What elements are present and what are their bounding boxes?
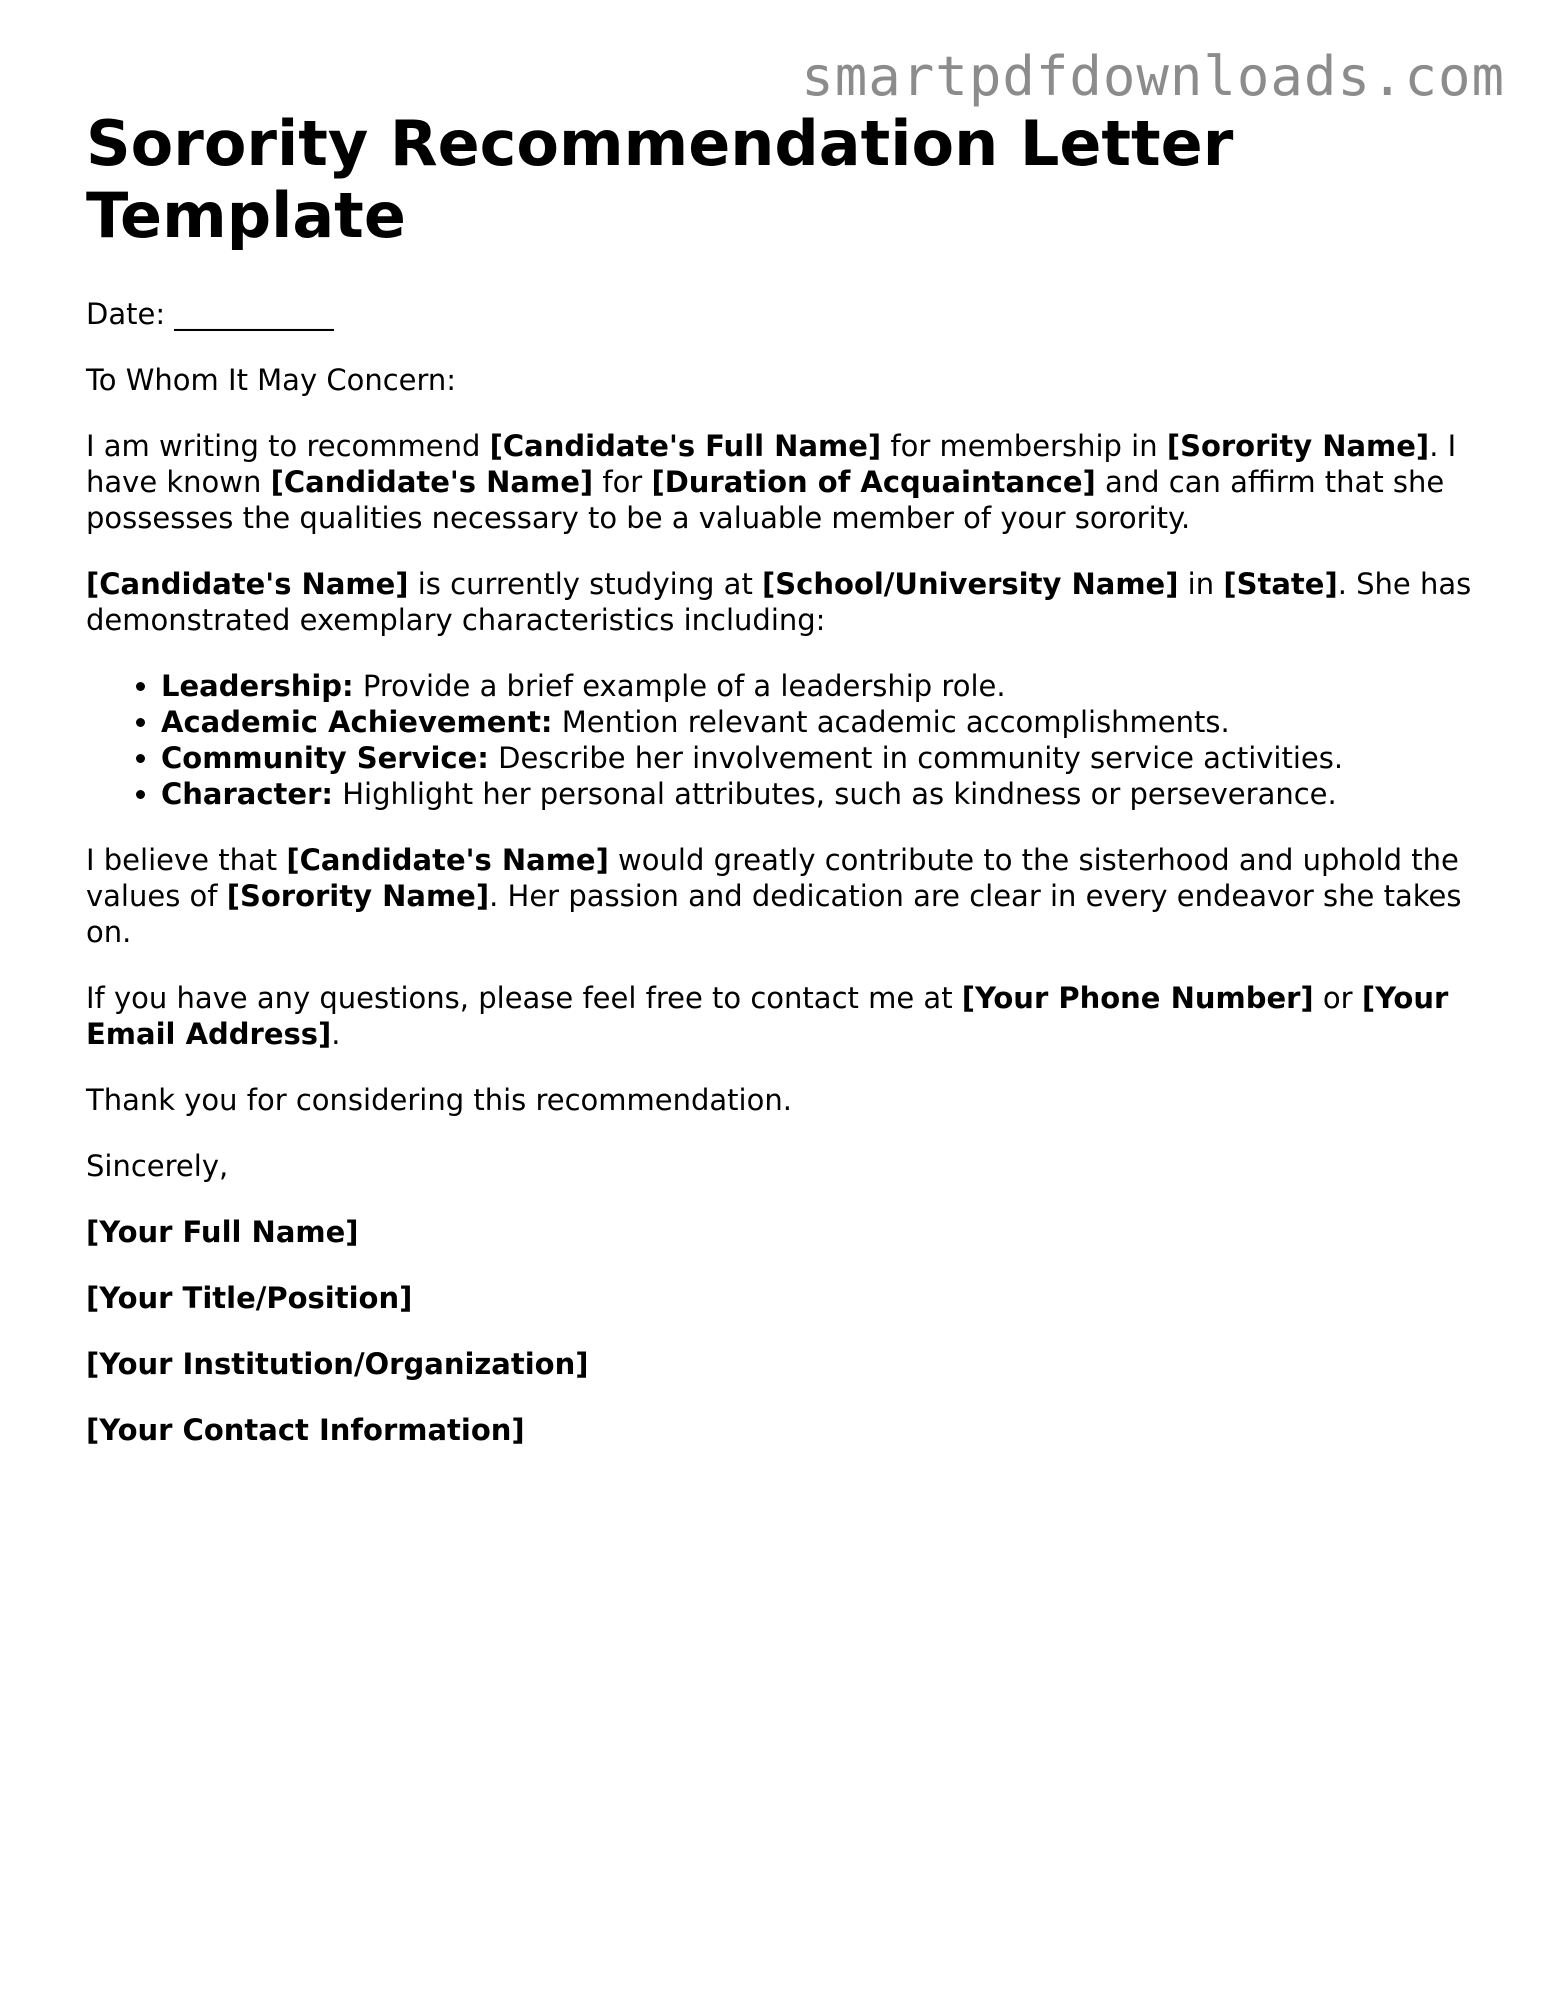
text: I am writing to recommend xyxy=(86,429,490,463)
signature-contact: [Your Contact Information] xyxy=(86,1413,525,1447)
signature-title: [Your Title/Position] xyxy=(86,1281,413,1315)
list-item xyxy=(161,740,1476,776)
list-item-text: Describe her involvement in community service activities. xyxy=(488,741,1344,775)
paragraph-studies xyxy=(86,566,1476,638)
list-item-text: Highlight her personal attributes, such as kindness or perseverance. xyxy=(333,777,1337,811)
list-item-label: Leadership: xyxy=(161,669,354,703)
placeholder-candidate-name: [Candidate's Name] xyxy=(86,567,409,601)
placeholder-candidate-name: [Candidate's Name] xyxy=(270,465,594,499)
placeholder-candidate-name: [Candidate's Name] xyxy=(286,843,609,877)
placeholder-sorority-name: [Sorority Name] xyxy=(1166,429,1430,463)
text: for xyxy=(593,465,652,499)
text: is currently studying at xyxy=(408,567,763,601)
characteristics-list xyxy=(86,668,1476,812)
text: . Her passion and dedication are clear in every endeavor she takes on. xyxy=(86,879,1462,949)
placeholder-school-name: [School/University Name] xyxy=(762,567,1179,601)
text: in xyxy=(1178,567,1224,601)
list-item-label: Academic Achievement: xyxy=(161,705,553,739)
list-item-label: Community Service: xyxy=(161,741,489,775)
thanks-line: Thank you for considering this recommendation. xyxy=(86,1083,792,1117)
text: . xyxy=(331,1017,341,1051)
text: and can affirm that she possesses the qualities necessary to be a valuable member of your sorority. xyxy=(86,465,1445,535)
list-item xyxy=(161,776,1476,812)
paragraph-introduction xyxy=(86,428,1476,536)
text: . I have known xyxy=(86,429,1457,499)
letter-page xyxy=(86,108,1476,1448)
placeholder-email-address: [Your Email Address] xyxy=(86,981,1449,1051)
placeholder-phone-number: [Your Phone Number] xyxy=(961,981,1314,1015)
text: or xyxy=(1313,981,1362,1015)
placeholder-sorority-name: [Sorority Name] xyxy=(226,879,490,913)
placeholder-candidate-full-name: [Candidate's Full Name] xyxy=(489,429,882,463)
closing: Sincerely, xyxy=(86,1149,229,1183)
page-title: Sorority Recommendation Letter Template xyxy=(86,107,1234,252)
list-item xyxy=(161,668,1476,704)
date-line: Date: ___________ xyxy=(86,297,334,331)
placeholder-duration: [Duration of Acquaintance] xyxy=(651,465,1096,499)
text: I believe that xyxy=(86,843,287,877)
watermark: smartpdfdownloads.com xyxy=(801,45,1505,108)
paragraph-contribution xyxy=(86,842,1476,950)
list-item-text: Provide a brief example of a leadership role. xyxy=(353,669,1006,703)
text: . She has demonstrated exemplary characteristics including: xyxy=(86,567,1472,637)
list-item-text: Mention relevant academic accomplishments. xyxy=(552,705,1230,739)
signature-name: [Your Full Name] xyxy=(86,1215,359,1249)
list-item xyxy=(161,704,1476,740)
list-item-label: Character: xyxy=(161,777,333,811)
placeholder-state: [State] xyxy=(1223,567,1338,601)
text: If you have any questions, please feel free to contact me at xyxy=(86,981,962,1015)
paragraph-contact xyxy=(86,980,1476,1052)
text: for membership in xyxy=(881,429,1167,463)
signature-institution: [Your Institution/Organization] xyxy=(86,1347,589,1381)
text: would greatly contribute to the sisterhood and uphold the values of xyxy=(86,843,1459,913)
salutation: To Whom It May Concern: xyxy=(86,363,457,397)
